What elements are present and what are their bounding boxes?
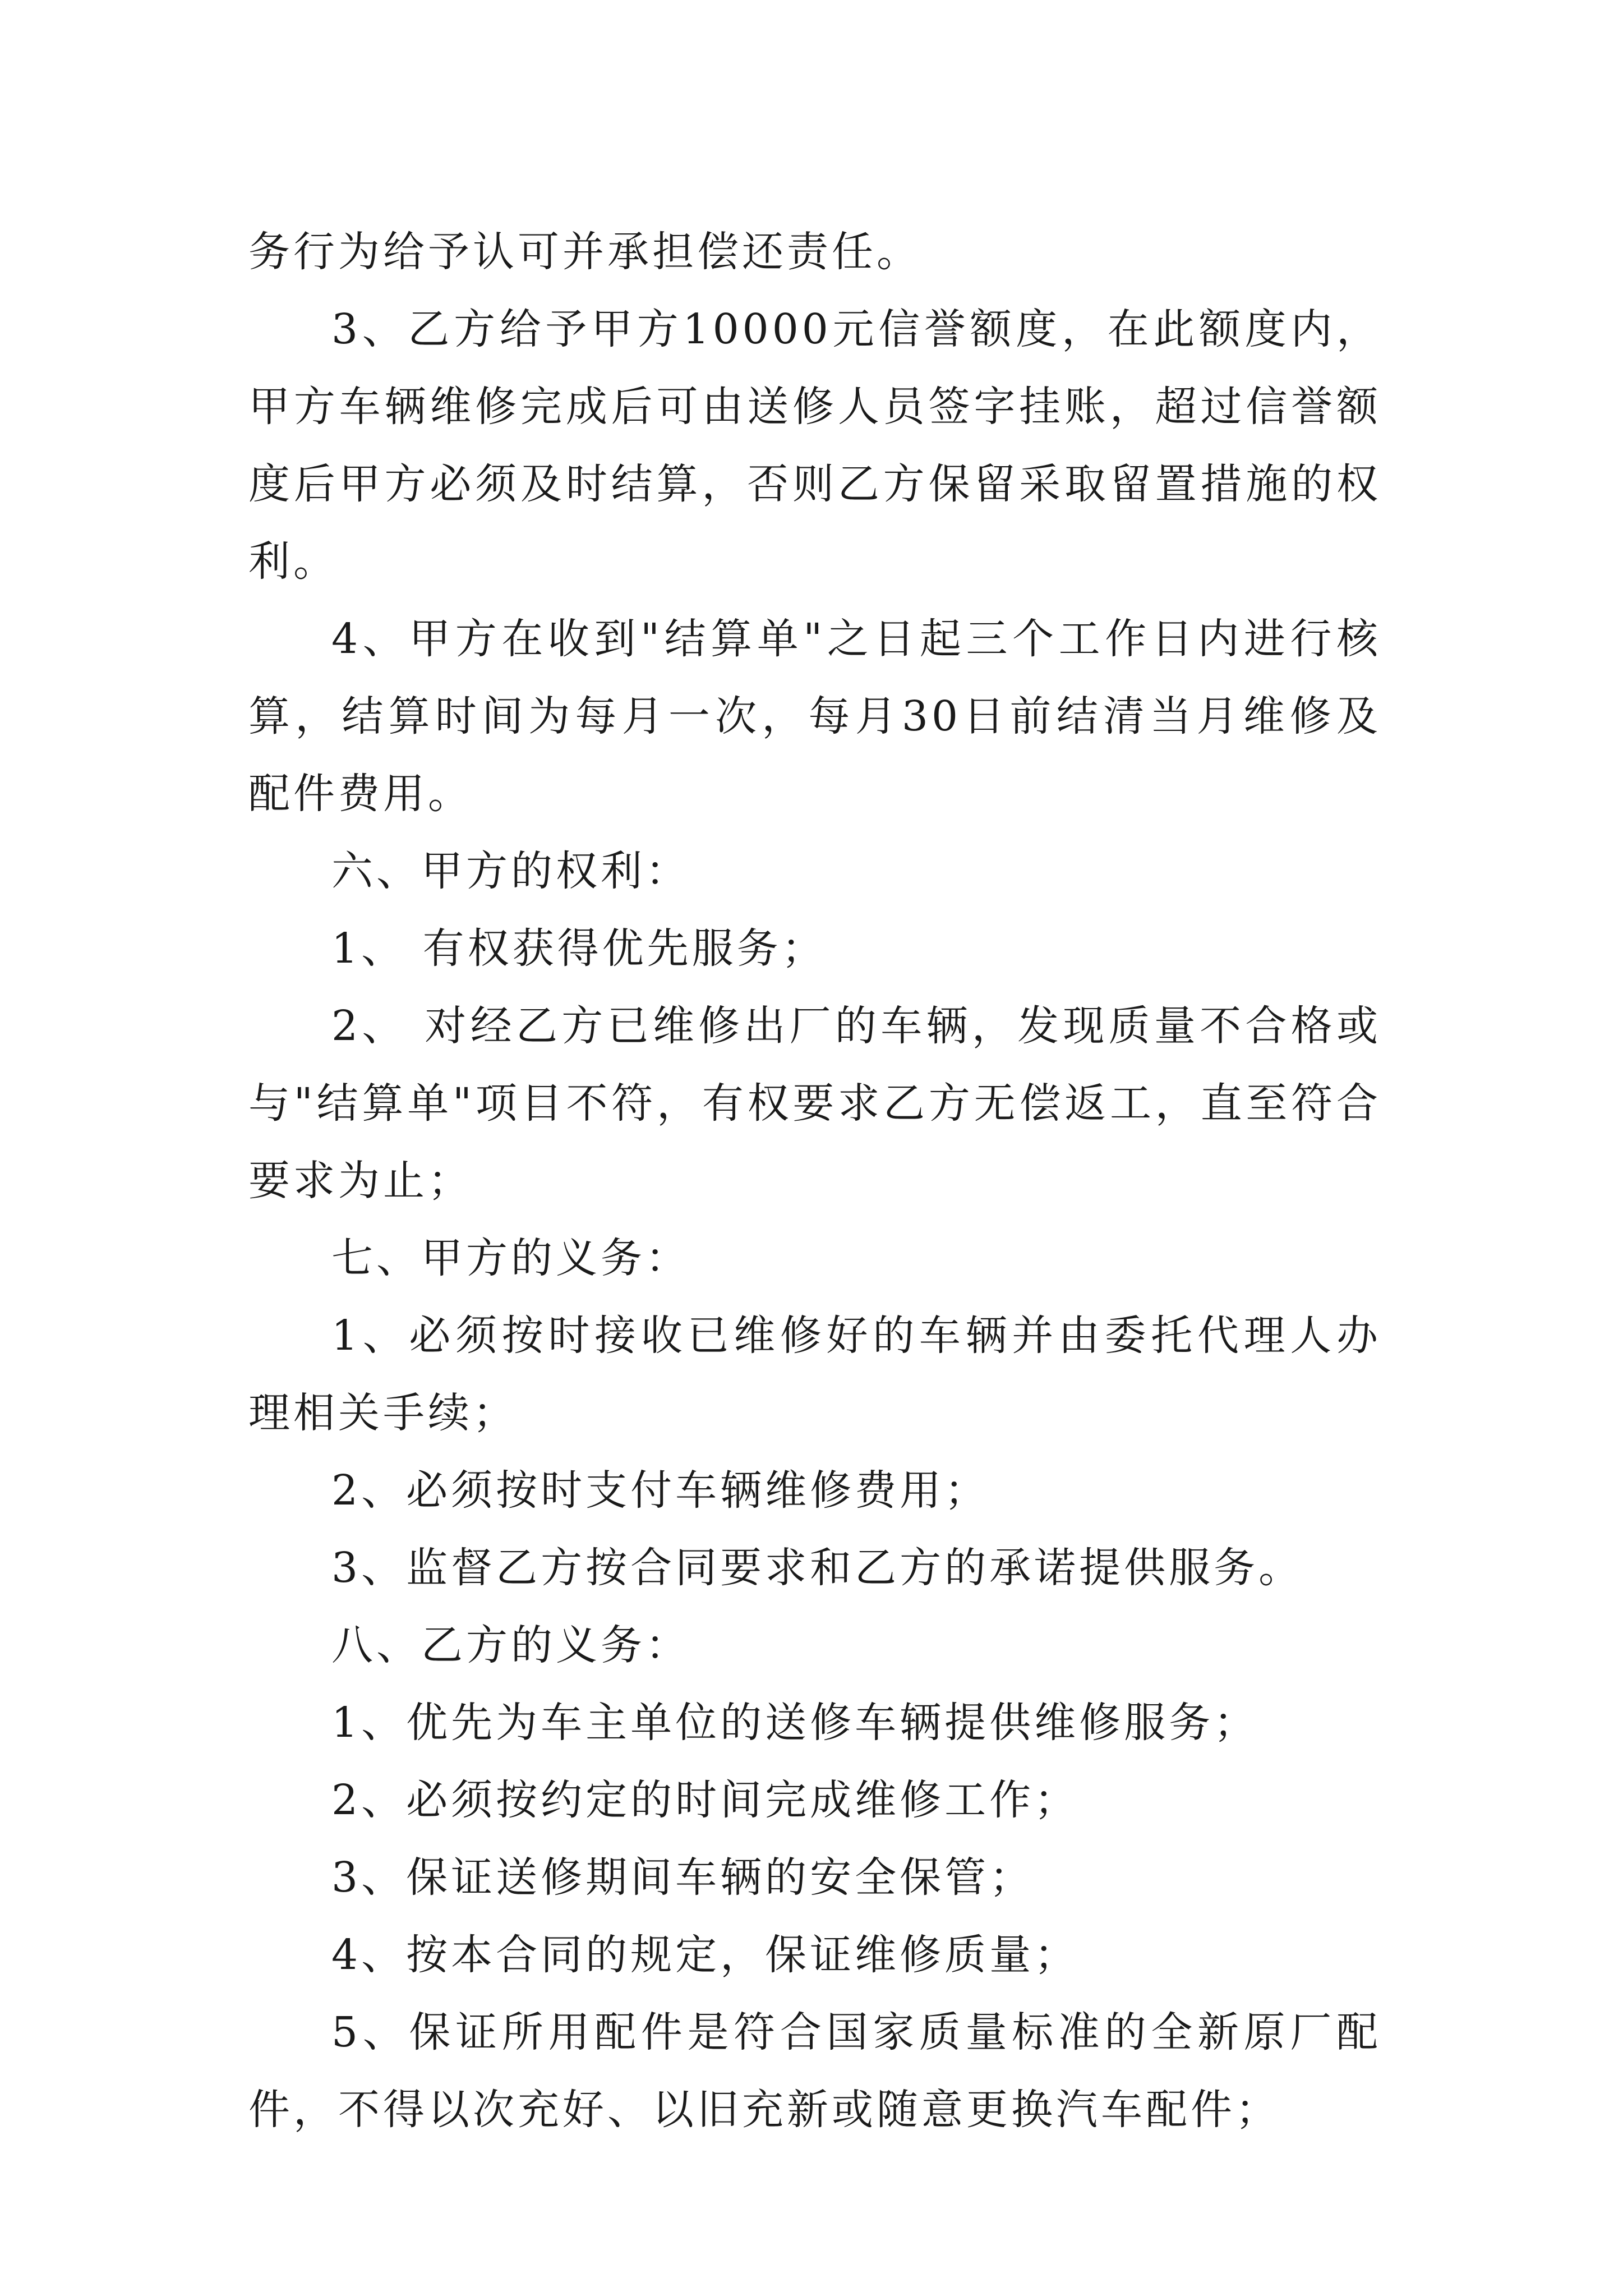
- paragraph-clause-8-3: 3、保证送修期间车辆的安全保管；: [331, 1853, 1035, 1902]
- section-heading-party-b-obligations: 八、乙方的义务：: [331, 1621, 690, 1669]
- paragraph-clause-7-1: 1、必须按时接收已维修好的车辆并由委托代理人办理相关手续；: [248, 1312, 1381, 1437]
- paragraph-clause-6-1: 1、 有权获得优先服务；: [331, 924, 827, 973]
- paragraph-continuation: 务行为给予认可并承担偿还责任。: [248, 228, 921, 276]
- paragraph-clause-5-3: 3、乙方给予甲方10000元信誉额度，在此额度内，甲方车辆维修完成后可由送修人员签字挂账，超过信誉额度后甲方必须及时结算，否则乙方保留采取留置措施的权利。: [248, 305, 1381, 586]
- paragraph-clause-6-2: 2、 对经乙方已维修出厂的车辆，发现质量不合格或与"结算单"项目不符，有权要求乙方无偿返工，直至符合要求为止；: [248, 1002, 1381, 1205]
- paragraph-clause-7-2: 2、必须按时支付车辆维修费用；: [331, 1466, 990, 1515]
- paragraph-clause-7-3: 3、监督乙方按合同要求和乙方的承诺提供服务。: [331, 1544, 1304, 1592]
- paragraph-clause-8-1: 1、优先为车主单位的送修车辆提供维修服务；: [331, 1699, 1259, 1747]
- section-heading-party-a-rights: 六、甲方的权利：: [331, 847, 690, 895]
- paragraph-clause-5-4: 4、甲方在收到"结算单"之日起三个工作日内进行核算，结算时间为每月一次，每月30日前结清当月维修及配件费用。: [248, 615, 1381, 818]
- section-heading-party-a-obligations: 七、甲方的义务：: [331, 1234, 690, 1282]
- document-body: [248, 213, 1381, 2148]
- paragraph-clause-8-4: 4、按本合同的规定，保证维修质量；: [331, 1931, 1080, 1979]
- paragraph-clause-8-2: 2、必须按约定的时间完成维修工作；: [331, 1776, 1080, 1824]
- paragraph-clause-8-5: 5、保证所用配件是符合国家质量标准的全新原厂配件，不得以次充好、以旧充新或随意更换汽车配件；: [248, 2008, 1381, 2134]
